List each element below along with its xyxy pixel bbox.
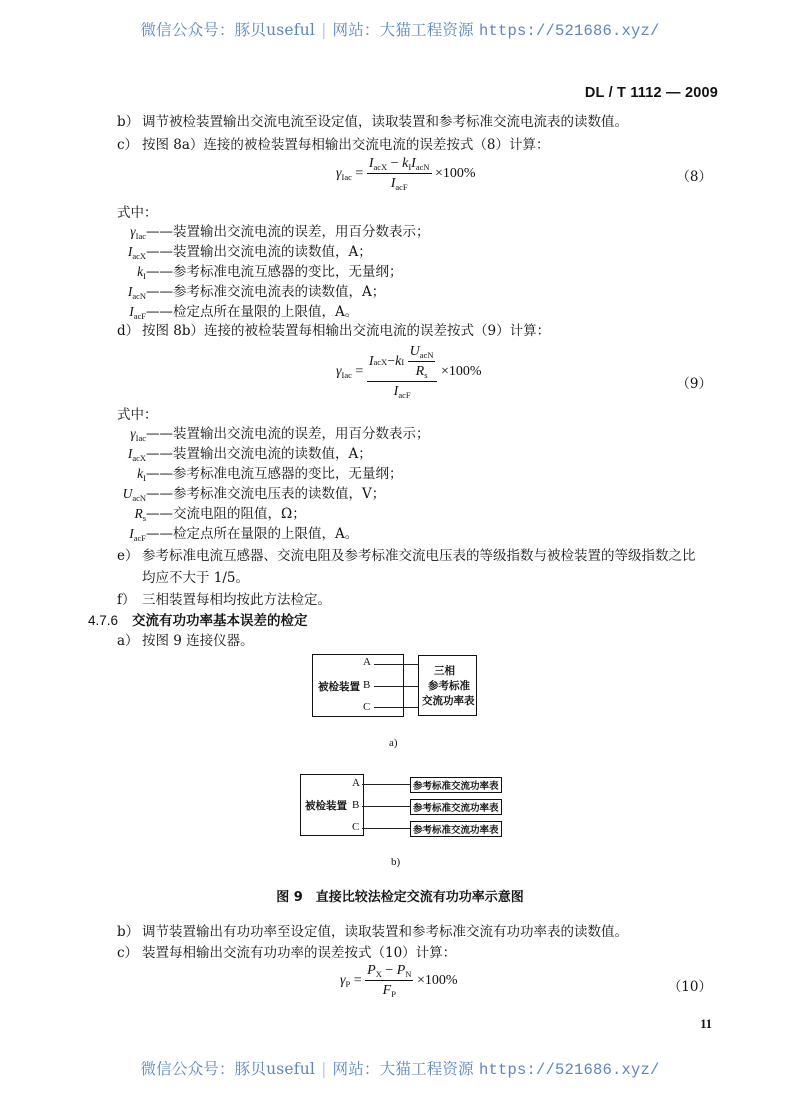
port-a: A: [352, 777, 360, 789]
wire-c: [362, 828, 410, 829]
watermark-url[interactable]: https://521686.xyz/: [478, 1061, 660, 1079]
device-label: 被检装置: [305, 800, 347, 812]
item-e: e） 参考标准电流互感器、交流电阻及参考标准交流电压表的等级指数与被检装置的等级指数之比: [117, 548, 696, 564]
wire-a: [374, 664, 418, 665]
def-row: $\gamma_{Iac}——$装置输出交流电流的误差，用百分数表示；: [130, 426, 430, 443]
item-c-power: c） 装置每相输出交流有功功率的误差按式（10）计算：: [117, 945, 457, 961]
formula-10-fraction: $\frac{P_X - P_N}{F_P}$: [367, 963, 412, 999]
port-c: C: [363, 701, 371, 713]
watermark-account: 微信公众号：豚贝useful: [140, 21, 316, 39]
equation-number-9: （9）: [676, 376, 712, 392]
def-row: $I_{acX}——$装置输出交流电流的读数值，A；: [127, 446, 372, 463]
meter-label: 参考标准交流功率表: [413, 825, 499, 836]
wire-c: [374, 707, 418, 708]
wire-b: [362, 806, 410, 807]
meter-label: 参考标准交流功率表: [413, 781, 499, 792]
item-b-power: b） 调节装置输出有功功率至设定值，读取装置和参考标准交流有功功率表的读数值。: [117, 924, 628, 940]
port-b: B: [352, 799, 360, 811]
item-f: f） 三相装置每相均按此方法检定。: [117, 592, 331, 608]
watermark-site-label: 网站：大猫工程资源: [332, 21, 474, 39]
section-heading-4-7-6: 4.7.6 交流有功功率基本误差的检定: [88, 613, 308, 628]
item-a-power: a） 按图 9 连接仪器。: [117, 633, 254, 649]
def-row: $\gamma_{Iac}——$装置输出交流电流的误差，用百分数表示；: [130, 224, 430, 241]
port-c: C: [352, 821, 360, 833]
wire-b: [374, 686, 418, 687]
def-row: $R_s——$交流电阻的阻值，Ω；: [134, 506, 306, 523]
item-d-current: d） 按图 8b）连接的被检装置每相输出交流电流的误差按式（9）计算：: [117, 323, 551, 339]
meter-line: 三相: [434, 665, 455, 677]
watermark-top: [0, 18, 800, 40]
item-e-cont: 均应不大于 1/5。: [142, 570, 250, 586]
meter-line: 参考标准: [428, 680, 470, 692]
page-number: 11: [700, 1017, 712, 1031]
def-row: $k_I——$参考标准电流互感器的变比，无量纲；: [137, 466, 403, 483]
meter-line: 交流功率表: [422, 695, 475, 707]
subfigure-caption-b: b): [391, 856, 401, 868]
def-row: $I_{acX}——$装置输出交流电流的读数值，A；: [127, 244, 372, 261]
device-label: 被检装置: [318, 681, 360, 693]
def-row: $I_{acF}——$检定点所在量限的上限值，A。: [129, 526, 359, 543]
where-title-1: 式中：: [117, 205, 158, 221]
meter-label: 参考标准交流功率表: [413, 803, 499, 814]
formula-9-fraction: I acX − k I $\frac{U_{acN}}{R_s}$ $I_{acF}$: [367, 344, 438, 400]
port-b: B: [363, 679, 371, 691]
watermark-account: 微信公众号：豚贝useful: [140, 1060, 316, 1078]
item-b-current: b） 调节被检装置输出交流电流至设定值，读取装置和参考标准交流电流表的读数值。: [117, 114, 628, 130]
standard-code-header: DL / T 1112 — 2009: [584, 85, 718, 101]
def-row: $k_I——$参考标准电流互感器的变比，无量纲；: [137, 264, 403, 281]
formula-9-inner-fraction: $\frac{U_{acN}}{R_s}$: [409, 344, 434, 380]
def-row: $I_{acN}——$参考标准交流电流表的读数值，A；: [127, 284, 386, 301]
formula-9: $\gamma_{Iac}$ = I acX − k I $\frac{U_{acN}}{R_s}$ $I_{acF}$ ×100%: [336, 344, 482, 400]
wire-a: [362, 784, 410, 785]
def-row: $U_{acN}——$参考标准交流电压表的读数值，V；: [122, 486, 386, 503]
formula-10: $\gamma_P$ = $\frac{P_X - P_N}{F_P}$ ×100%: [340, 963, 458, 999]
watermark-separator: |: [321, 21, 327, 39]
watermark-site-label: 网站：大猫工程资源: [332, 1060, 474, 1078]
port-a: A: [363, 656, 371, 668]
formula-8-fraction: $\frac{I_{acX} - k_II_{acN}}{I_{acF}}$: [368, 156, 430, 192]
watermark-bottom: [0, 1057, 800, 1079]
equation-number-8: （8）: [676, 169, 712, 185]
watermark-separator: |: [321, 1060, 327, 1078]
equation-number-10: （10）: [667, 979, 712, 995]
subfigure-caption-a: a): [389, 737, 398, 749]
item-c-current: c） 按图 8a）连接的被检装置每相输出交流电流的误差按式（8）计算：: [117, 137, 550, 153]
formula-8: $\gamma_{Iac}$ = $\frac{I_{acX} - k_II_{acN}}{I_{acF}}$ ×100%: [336, 156, 476, 192]
where-title-2: 式中：: [117, 407, 158, 423]
figure-9-title: 图 9 直接比较法检定交流有功功率示意图: [276, 890, 524, 905]
def-row: $I_{acF}——$检定点所在量限的上限值，A。: [129, 304, 359, 321]
watermark-url[interactable]: https://521686.xyz/: [478, 22, 660, 40]
